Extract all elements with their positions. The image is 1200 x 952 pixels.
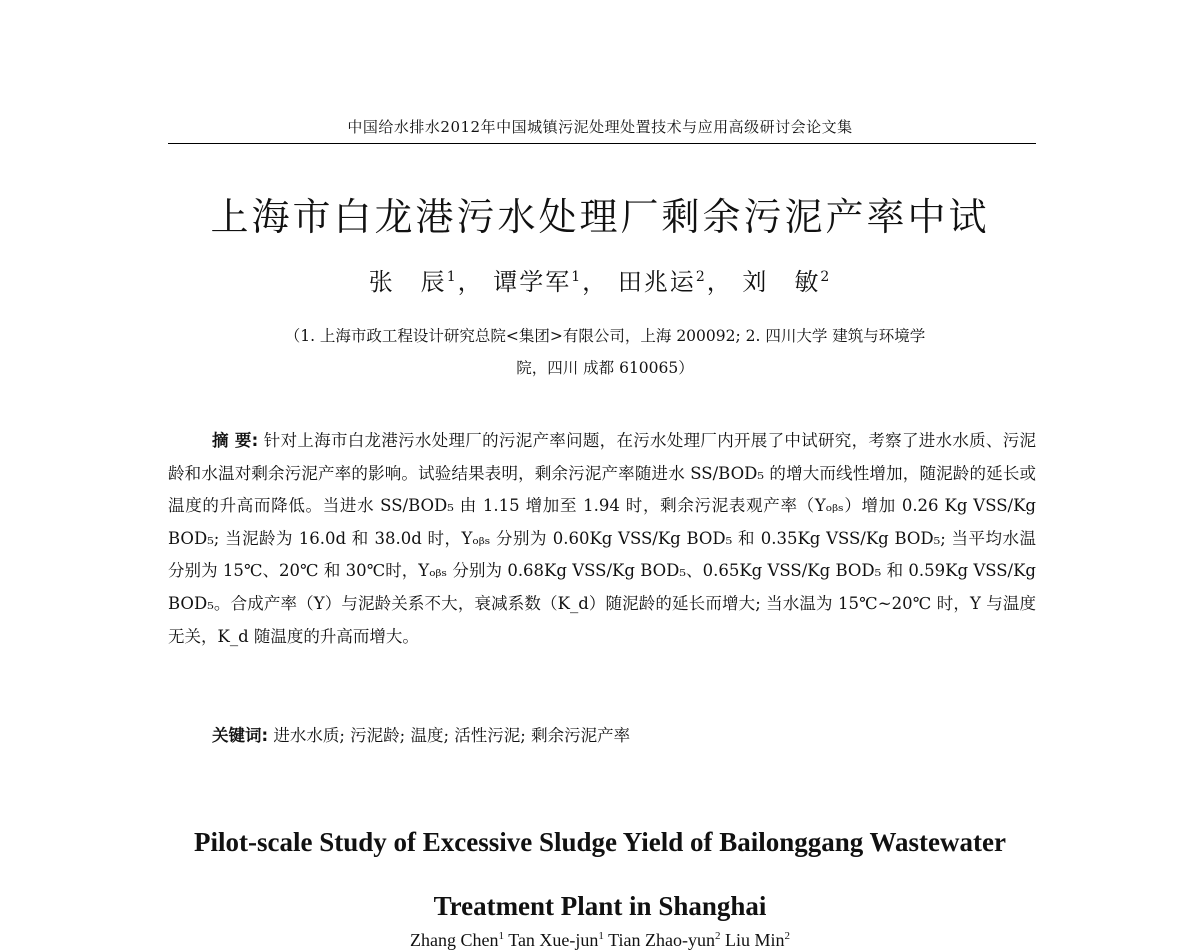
author-en-affil-mark: 2 xyxy=(784,930,790,942)
author-cn-affil-mark: 2 xyxy=(695,269,707,285)
author-en: Tian Zhao-yun xyxy=(608,930,715,950)
title-chinese: 上海市白龙港污水处理厂剩余污泥产率中试 xyxy=(210,195,990,239)
author-en: Zhang Chen xyxy=(410,930,499,950)
author-en-affil-mark: 2 xyxy=(714,930,721,942)
author-cn: 田兆运 xyxy=(617,268,696,296)
title-english xyxy=(0,810,1200,938)
abstract-text: 针对上海市白龙港污水处理厂的污泥产率问题，在污水处理厂内开展了中试研究，考察了进水水质、污泥龄和水温对剩余污泥产率的影响。试验结果表明，剩余污泥产率随进水 SS/BOD₅ 的增大而线性增加，随泥龄的延长或温度的升高而降低。当进水 SS/BOD₅ 由 1.15 增加至 1.94 时，剩余污泥表观产率（Yₒᵦₛ）增加 0.26 Kg VSS/Kg BOD₅; 当泥龄为 16.0d 和 38.0d 时，Yₒᵦₛ 分别为 0.60Kg VSS/Kg BOD₅ 和 0.35Kg VSS/Kg BOD₅; 当平均水温分别为 15℃、20℃ 和 30℃时，Yₒᵦₛ 分别为 0.68Kg VSS/Kg BOD₅、0.65Kg VSS/Kg BOD₅ 和 0.59Kg VSS/Kg BOD₅。合成产率（Y）与泥龄关系不大，衰减系数（K_d）随泥龄的延长而增大; 当水温为 15℃~20℃ 时，Y 与温度无关，K_d 随温度的升高而增大。 xyxy=(168,431,1037,646)
author-en-affil-mark: 1 xyxy=(498,930,505,942)
author-cn: 谭学军 xyxy=(493,268,572,296)
author-cn: 刘 敏 xyxy=(742,268,821,296)
authors-english xyxy=(0,930,1200,951)
title-english-line: Treatment Plant in Shanghai xyxy=(433,891,767,921)
abstract-label: 摘 要: xyxy=(212,431,259,450)
author-en-affil-mark: 1 xyxy=(598,930,604,942)
author-en: Liu Min xyxy=(724,930,785,950)
keywords-label: 关键词: xyxy=(212,726,269,745)
affiliations xyxy=(175,320,1035,384)
authors-chinese: 张 辰$^1$， 谭学军$^1$， 田兆运$^2$， 刘 敏$^2$ xyxy=(368,268,832,296)
header-rule xyxy=(168,143,1036,144)
affiliation-line: 院，四川 成都 610065） xyxy=(516,359,694,377)
title-english-line: Pilot-scale Study of Excessive Sludge Yield of Bailonggang Wastewater xyxy=(194,827,1006,857)
author-cn-affil-mark: 1 xyxy=(571,269,583,285)
keywords xyxy=(212,722,630,746)
keywords-text: 进水水质; 污泥龄; 温度; 活性污泥; 剩余污泥产率 xyxy=(273,726,631,745)
author-en: Tan Xue-jun xyxy=(508,930,599,950)
author-cn-affil-mark: 2 xyxy=(820,269,832,285)
author-cn-affil-mark: 1 xyxy=(446,269,458,285)
abstract xyxy=(168,425,1036,653)
author-cn: 张 辰 xyxy=(368,268,447,296)
affiliation-line: （1. 上海市政工程设计研究总院<集团>有限公司，上海 200092; 2. 四川大学 建筑与环境学 xyxy=(284,327,926,345)
running-header: 中国给水排水2012年中国城镇污泥处理处置技术与应用高级研讨会论文集 xyxy=(347,118,853,136)
